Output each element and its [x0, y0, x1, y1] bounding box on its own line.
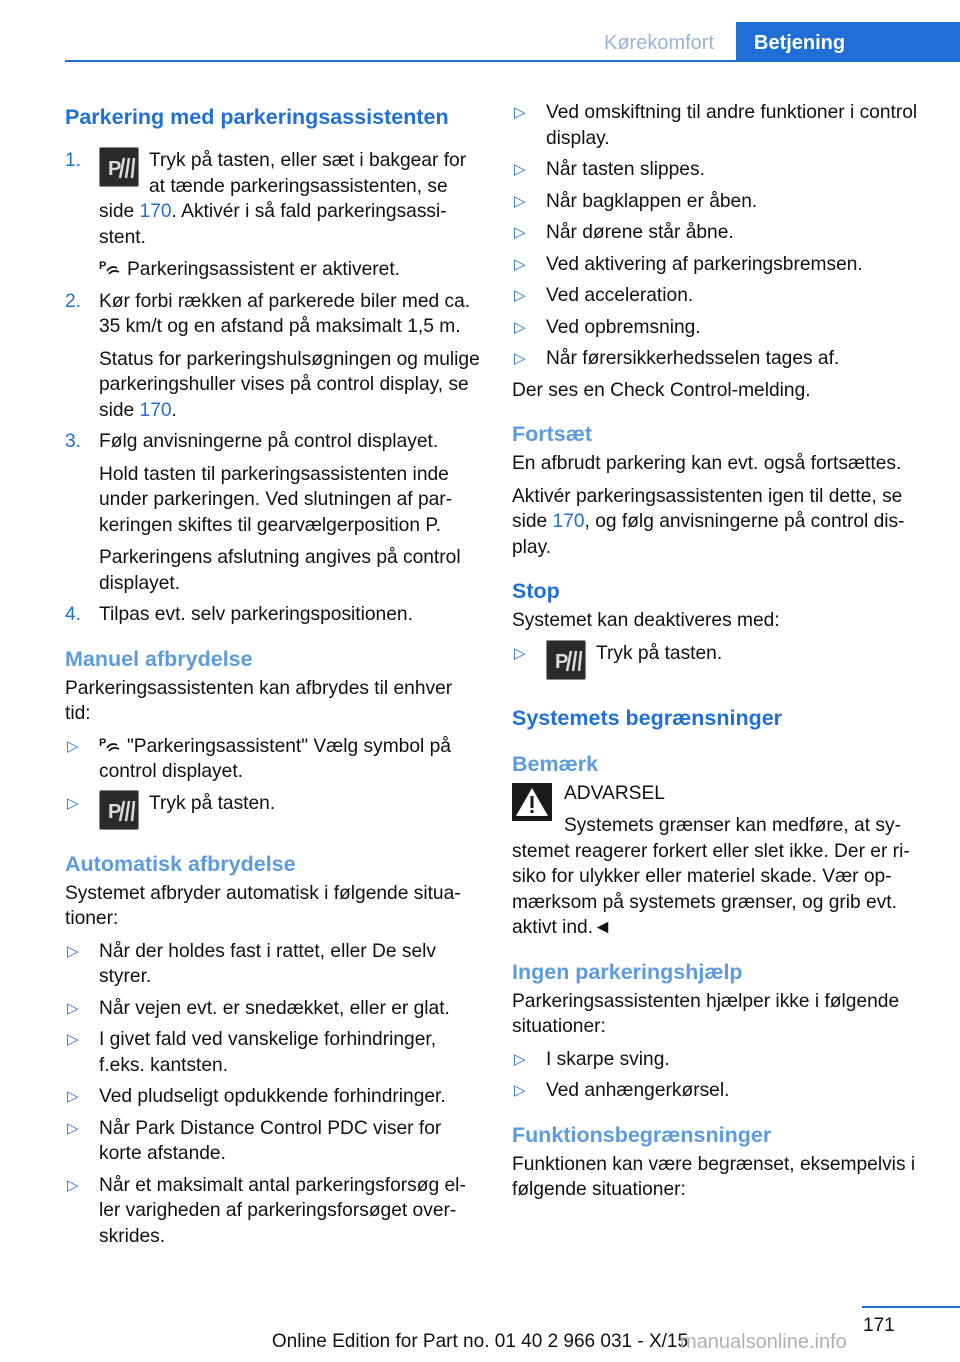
no-help-intro: Parkeringsassistenten hjælper ikke i følgende situationer: — [512, 990, 900, 1037]
page-header — [0, 0, 960, 62]
footer-rule — [862, 1306, 960, 1308]
note-heading: Bemærk — [512, 751, 599, 776]
warning-text: Systemets grænser kan medføre, at systemet reagerer forkert eller slet ikke. Der er risiko for ulykker eller materiel skade. Vær opmærksom på systemets grænser, og grib evt. aktivt ind.◄ — [512, 815, 910, 938]
no-help-heading: Ingen parkeringshjælp — [512, 959, 743, 984]
bullet-triangle-icon: ▷ — [67, 737, 79, 755]
step-3 — [65, 429, 480, 596]
bullet-triangle-icon: ▷ — [514, 318, 526, 336]
limits-heading: Systemets begrænsninger — [512, 705, 783, 730]
list-item: ▷ Når vejen evt. er snedækket, eller er glat. — [65, 996, 480, 1022]
svg-text:P: P — [99, 736, 107, 749]
bullet-triangle-icon: ▷ — [514, 192, 526, 210]
resume-text: Aktivér parkeringsassistenten igen til dette, se side 170, og følg anvisningerne på control display. — [512, 485, 905, 558]
step-1: 1. P Tryk på tasten, eller sæt i bakgear for at tænde parkeringsassistenten, se side 170. Aktivér i så fald parkeringsassistent. P Parkeringsassistent er aktiveret. — [65, 148, 480, 283]
park-assist-button-icon — [99, 790, 139, 830]
park-assist-symbol-icon — [99, 734, 121, 754]
bullet-triangle-icon: ▷ — [67, 794, 79, 812]
resume-text: En afbrudt parkering kan evt. også fortsættes. — [512, 453, 902, 474]
edition-text: Online Edition for Part no. 01 40 2 966 031 - X/15 — [271, 1331, 689, 1352]
func-limits-intro: Funktionen kan være begrænset, eksempelvis i følgende situationer: — [512, 1153, 916, 1200]
bullet-triangle-icon: ▷ — [67, 999, 79, 1017]
bullet-triangle-icon: ▷ — [514, 1082, 526, 1099]
svg-text:P: P — [108, 158, 122, 180]
step-2 — [65, 289, 480, 424]
park-assist-button-icon — [546, 640, 586, 680]
step-4 — [65, 602, 480, 628]
step-number: 2. — [65, 290, 82, 312]
warning-label: ADVARSEL — [564, 782, 665, 804]
step-number: 4. — [65, 604, 82, 625]
list-item: ▷ Ved pludseligt opdukkende forhindringer. — [65, 1084, 480, 1110]
step-number: 3. — [65, 431, 82, 452]
chapter-tab: Betjening — [736, 22, 960, 62]
resume-heading: Fortsæt — [512, 422, 593, 446]
manual-intro: Parkeringsassistenten kan afbrydes til enhver tid: — [65, 677, 453, 724]
svg-text:P: P — [108, 800, 122, 823]
bullet-triangle-icon: ▷ — [67, 1031, 79, 1048]
svg-text:P: P — [99, 260, 107, 272]
right-column — [512, 100, 932, 1210]
left-column — [65, 100, 480, 1255]
step-text: Kør forbi rækken af parkerede biler med ca. 35 km/t og en afstand på maksimalt 1,5 m. — [99, 290, 471, 337]
bullet-triangle-icon: ▷ — [514, 350, 526, 367]
step-text: Følg anvisningerne på control displayet. — [99, 431, 439, 452]
list-item: ▷ P Tryk på tasten. — [65, 791, 480, 833]
step-text: Tryk på tasten, eller sæt i bakgear for at tænde parkeringsassistenten, se side — [99, 150, 467, 222]
list-item: ▷ I givet fald ved vanskelige forhindringer, f.eks. kantsten. — [67, 1029, 437, 1076]
step-detail: Parkeringens afslutning angives på control displayet. — [99, 547, 461, 594]
step-detail: Status for parkeringshulsøgningen og mulige parkeringshuller vises på control display, se side 170. — [99, 348, 480, 421]
stop-heading: Stop — [512, 579, 560, 603]
list-item: ▷ Ved acceleration. — [512, 283, 932, 309]
page-number: 171 — [863, 1315, 895, 1336]
list-item: ▷ Ved opbremsning. — [512, 315, 932, 341]
list-item: ▷ Når der holdes fast i rattet, eller De selv styrer. — [67, 940, 436, 987]
bullet-triangle-icon: ▷ — [514, 1050, 526, 1068]
auto-intro: Systemet afbryder automatisk i følgende situationer: — [65, 882, 461, 929]
list-item: ▷ Når førersikkerhedsselen tages af. — [512, 346, 932, 372]
svg-text:P: P — [555, 650, 569, 673]
warning-block — [512, 781, 932, 941]
list-item: ▷ P Tryk på tasten. — [512, 641, 932, 683]
step-detail: Hold tasten til parkeringsassistenten inde under parkeringen. Ved slutningen af parkeringen skiftes til gearvælgerposition P. — [99, 463, 453, 536]
park-assist-button-icon — [99, 147, 139, 187]
list-item: ▷ Ved anhængerkørsel. — [512, 1078, 932, 1104]
page-link[interactable]: 170 — [139, 201, 172, 222]
warning-triangle-icon — [512, 783, 552, 821]
list-item: ▷ Ved omskiftning til andre funktioner i control display. — [514, 102, 918, 149]
list-item: ▷ Når tasten slippes. — [512, 157, 932, 183]
bullet-triangle-icon: ▷ — [67, 942, 79, 960]
step-status: P Parkeringsassistent er aktiveret. — [99, 259, 401, 280]
bullet-triangle-icon: ▷ — [67, 1176, 79, 1194]
manual-heading: Manuel afbrydelse — [65, 646, 253, 671]
bullet-triangle-icon: ▷ — [514, 644, 526, 662]
step-number: 1. — [65, 150, 82, 171]
func-limits-heading: Funktionsbegrænsninger — [512, 1122, 772, 1147]
step-text: Tilpas evt. selv parkeringspositionen. — [99, 604, 413, 625]
section-tab: Kørekomfort — [603, 32, 715, 54]
list-item: ▷ Når bagklappen er åben. — [512, 189, 932, 215]
bullet-triangle-icon: ▷ — [67, 1119, 79, 1137]
stop-intro: Systemet kan deaktiveres med: — [512, 610, 780, 631]
bullet-triangle-icon: ▷ — [67, 1088, 79, 1105]
list-item: ▷ Ved aktivering af parkeringsbremsen. — [512, 252, 932, 278]
check-control-note: Der ses en Check Control-melding. — [512, 379, 811, 401]
list-item: ▷ Når et maksimalt antal parkeringsforsøg eller varigheden af parkeringsforsøget overskrides. — [67, 1174, 466, 1247]
page-link[interactable]: 170 — [552, 511, 585, 532]
list-item: ▷ P "Parkeringsassistent" Vælg symbol på control displayet. — [67, 735, 451, 782]
park-assist-active-icon — [99, 257, 121, 277]
bullet-triangle-icon: ▷ — [514, 104, 526, 121]
bullet-triangle-icon: ▷ — [514, 287, 526, 304]
section-title: Parkering med parkeringsassistenten — [65, 105, 449, 129]
list-item: ▷ I skarpe sving. — [512, 1047, 932, 1073]
header-rule — [65, 60, 960, 62]
bullet-triangle-icon: ▷ — [514, 255, 526, 273]
bullet-triangle-icon: ▷ — [514, 161, 526, 178]
page-link[interactable]: 170 — [139, 399, 172, 421]
watermark: manualsonline.info — [680, 1331, 847, 1353]
bullet-triangle-icon: ▷ — [514, 224, 526, 241]
list-item: ▷ Når dørene står åbne. — [512, 220, 932, 246]
auto-heading: Automatisk afbrydelse — [65, 851, 296, 876]
list-item: ▷ Når Park Distance Control PDC viser for korte afstande. — [67, 1117, 442, 1164]
